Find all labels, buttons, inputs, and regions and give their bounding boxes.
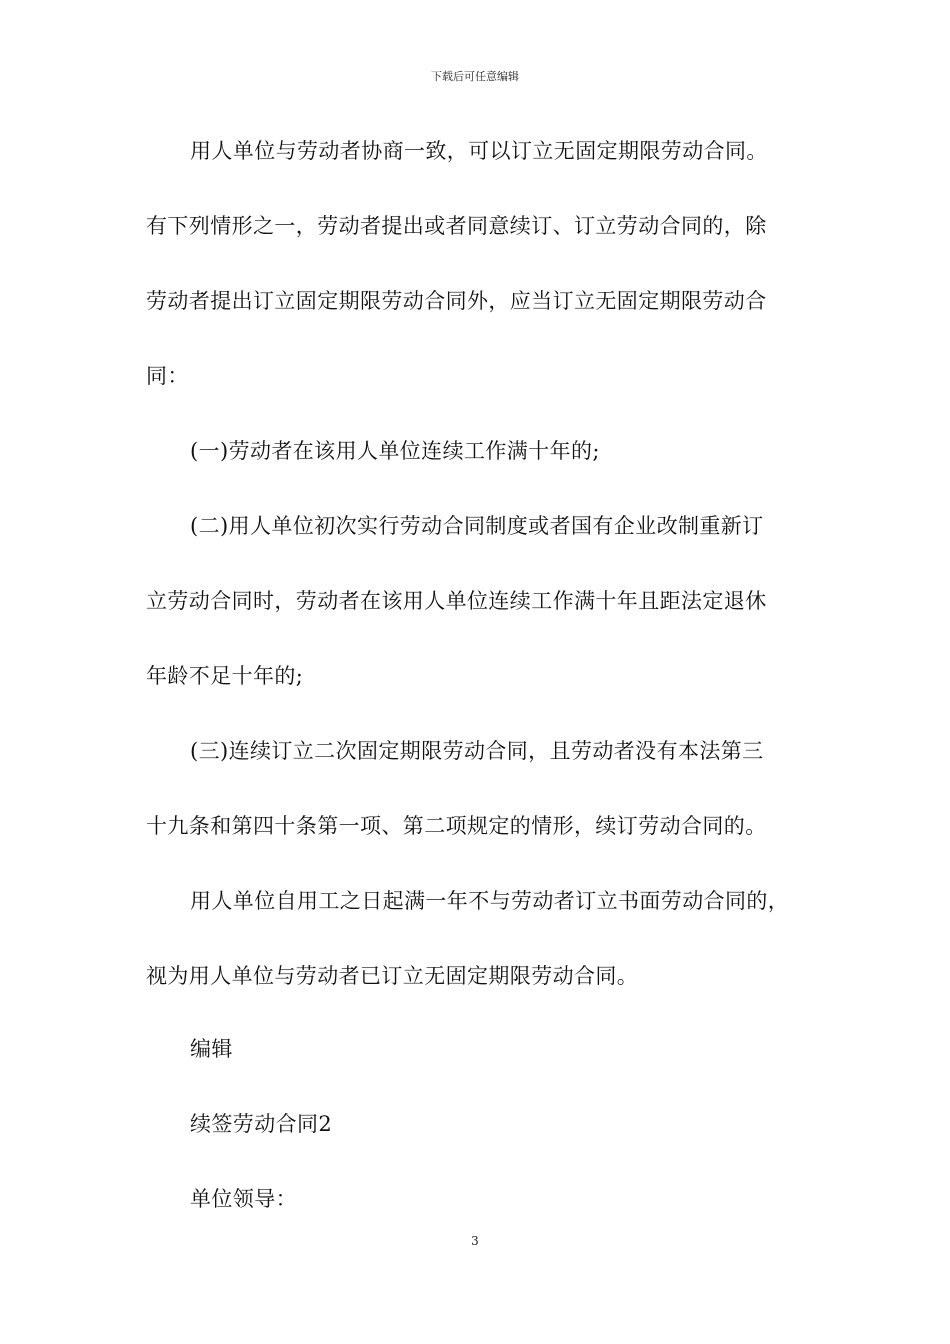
section-heading: 续签劳动合同2	[190, 1112, 333, 1136]
body-line: 十九条和第四十条第一项、第二项规定的情形，续订劳动合同的。	[146, 814, 767, 838]
body-line: 同：	[146, 364, 189, 388]
body-line: 立劳动合同时，劳动者在该用人单位连续工作满十年且距法定退休	[146, 589, 767, 613]
salutation: 单位领导：	[190, 1187, 297, 1211]
body-line: 劳动者提出订立固定期限劳动合同外，应当订立无固定期限劳动合	[146, 289, 767, 313]
body-line: (一)劳动者在该用人单位连续工作满十年的;	[190, 439, 600, 463]
body-line: (二)用人单位初次实行劳动合同制度或者国有企业改制重新订	[190, 514, 764, 538]
body-line: 视为用人单位与劳动者已订立无固定期限劳动合同。	[146, 964, 639, 988]
body-line: 年龄不足十年的;	[146, 664, 304, 688]
page-header: 下载后可任意编辑	[431, 70, 519, 83]
body-line: 用人单位自用工之日起满一年不与劳动者订立书面劳动合同的，	[190, 889, 790, 913]
body-line: 有下列情形之一，劳动者提出或者同意续订、订立劳动合同的，除	[146, 214, 767, 238]
page-number: 3	[471, 1234, 479, 1248]
body-line: 用人单位与劳动者协商一致，可以订立无固定期限劳动合同。	[190, 139, 768, 163]
section-label: 编辑	[190, 1037, 233, 1061]
body-line: (三)连续订立二次固定期限劳动合同，且劳动者没有本法第三	[190, 739, 764, 763]
